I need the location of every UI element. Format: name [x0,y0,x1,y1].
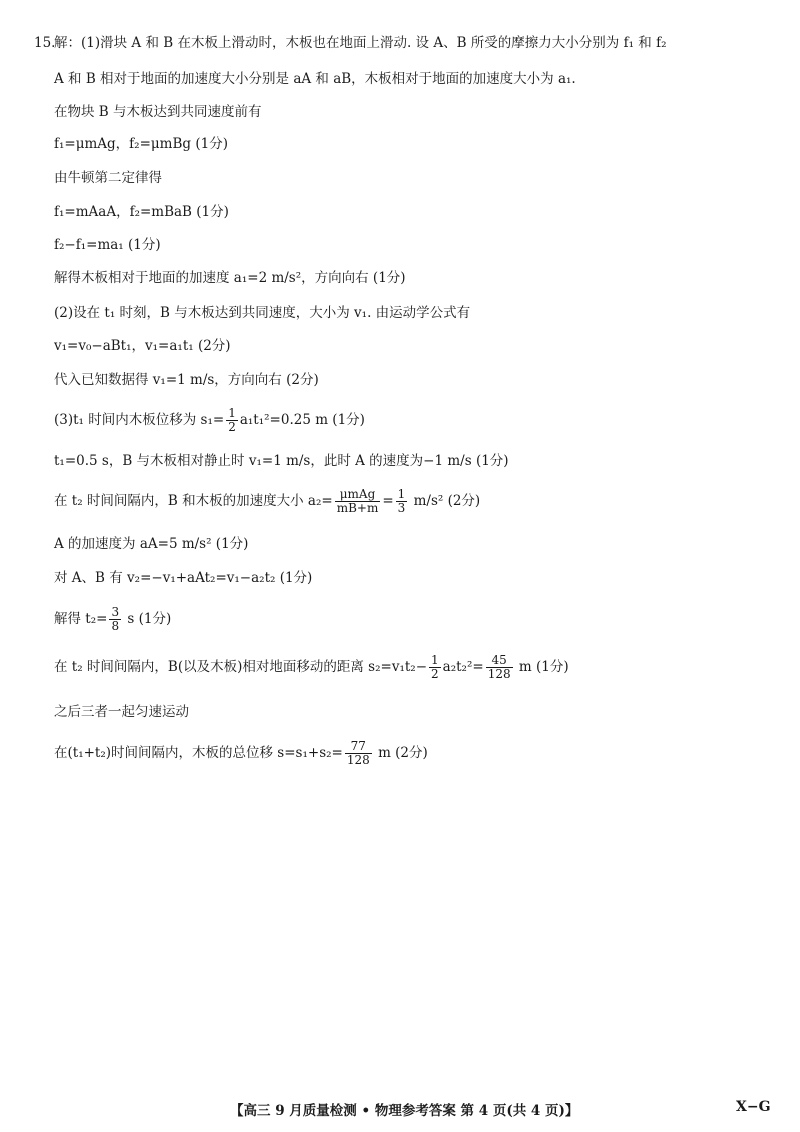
fraction-half: $\frac{1}{2}$ [228,406,236,434]
fraction-t2: $\frac{3}{8}$ [111,605,120,633]
line-12: (3)t₁ 时间内木板位移为 s₁= $\frac{1}{2}$ a₁t₁²=0.25 m (1分) [54,406,365,434]
line-1: 解：(1)滑块 A 和 B 在木板上滑动时，木板也在地面上滑动. 设 A、B 所受的摩擦力大小分别为 f₁ 和 f₂ [54,35,667,51]
line-15: A 的加速度为 aA=5 m/s² (1分) [54,536,249,552]
line-9: (2)设在 t₁ 时刻，B 与木板达到共同速度，大小为 v₁. 由运动学公式有 [54,305,471,321]
fraction-s2-value: $\frac{45}{128}$ [487,653,511,681]
page-code: X−G [736,1099,771,1115]
line-3: 在物块 B 与木板达到共同速度前有 [54,104,262,120]
line-2: A 和 B 相对于地面的加速度大小分别是 aA 和 aB，木板相对于地面的加速度大小为 a₁. [54,71,576,87]
line-18: 在 t₂ 时间间隔内，B(以及木板)相对地面移动的距离 s₂=v₁t₂− $\frac{1}{2}$ a₂t₂²= $\frac{45}{128}$ m (1分) [54,653,569,681]
line-13: t₁=0.5 s，B 与木板相对静止时 v₁=1 m/s，此时 A 的速度为−1 m/s (1分) [54,453,509,469]
line-11: 代入已知数据得 v₁=1 m/s，方向向右 (2分) [54,372,319,388]
line-8: 解得木板相对于地面的加速度 a₁=2 m/s²，方向向右 (1分) [54,270,406,286]
fraction-a2-value: $\frac{1}{3}$ [397,487,406,515]
fraction-half-2: $\frac{1}{2}$ [431,653,439,681]
line-20: 在(t₁+t₂)时间间隔内，木板的总位移 s=s₁+s₂= $\frac{77}{128}$ m (2分) [54,739,428,767]
page-footer: 【高三 9 月质量检测 • 物理参考答案 第 4 页(共 4 页)】 [230,1103,579,1119]
fraction-a2-expression: $\frac{\text{μmAg}}{mB+m}$ [336,487,379,515]
line-10: v₁=v₀−aBt₁，v₁=a₁t₁ (2分) [54,338,231,354]
question-number: 15. [34,35,56,51]
fraction-total: $\frac{77}{128}$ [346,739,370,767]
line-5: 由牛顿第二定律得 [54,170,162,186]
line-6: f₁=mAaA，f₂=mBaB (1分) [54,204,229,220]
line-4: f₁=μmAg，f₂=μmBg (1分) [54,136,228,152]
line-7: f₂−f₁=ma₁ (1分) [54,237,161,253]
line-17: 解得 t₂= $\frac{3}{8}$ s (1分) [54,605,172,633]
line-19: 之后三者一起匀速运动 [54,704,189,720]
line-14: 在 t₂ 时间间隔内，B 和木板的加速度大小 a₂= $\frac{\text{μmAg}}{mB+m}$ = $\frac{1}{3}$ m/s² (2分) [54,487,481,515]
line-16: 对 A、B 有 v₂=−v₁+aAt₂=v₁−a₂t₂ (1分) [54,570,313,586]
